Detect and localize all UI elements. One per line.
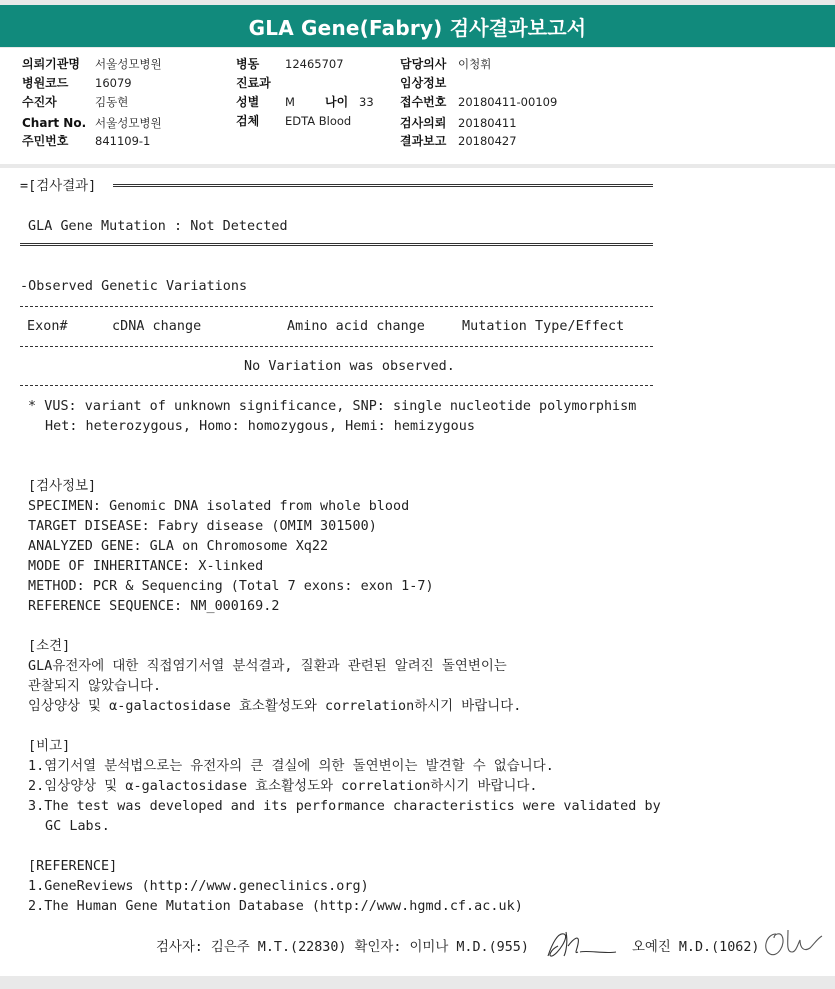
info-value: 이청휘 xyxy=(458,57,492,71)
opinion-header: [소견] xyxy=(28,639,71,654)
info-value: 16079 xyxy=(95,76,132,90)
info-row-department xyxy=(236,74,285,92)
patient-info-header xyxy=(0,48,835,164)
divider xyxy=(20,385,653,386)
info-value: 20180411 xyxy=(458,116,517,130)
signature-2-image xyxy=(758,922,828,962)
info-label-age: 나이 xyxy=(325,95,349,109)
info-label: 검체 xyxy=(236,114,260,128)
signature-line xyxy=(0,936,835,960)
info-row-doctor xyxy=(400,55,491,73)
info-label: 담당의사 xyxy=(400,57,447,71)
col-header-cdna: cDNA change xyxy=(112,319,202,334)
info-label: Chart No. xyxy=(22,116,87,130)
method-line: METHOD: PCR & Sequencing (Total 7 exons: exon 1-7) xyxy=(28,579,434,594)
col-header-amino: Amino acid change xyxy=(287,319,425,334)
analyzed-gene-line: ANALYZED GENE: GLA on Chromosome Xq22 xyxy=(28,539,329,554)
signature-1-image xyxy=(544,924,624,964)
info-label: 결과보고 xyxy=(400,134,447,148)
gene-mutation-result: GLA Gene Mutation : Not Detected xyxy=(28,219,288,234)
doctor2-text: 오예진 M.D.(1062) xyxy=(632,940,760,955)
info-label: 주민번호 xyxy=(22,134,69,148)
info-label: 진료과 xyxy=(236,76,271,90)
info-value: 김동현 xyxy=(95,95,129,109)
info-label: 의뢰기관명 xyxy=(22,57,80,71)
reference-header: [REFERENCE] xyxy=(28,859,118,874)
inheritance-line: MODE OF INHERITANCE: X-linked xyxy=(28,559,264,574)
info-value: 서울성모병원 xyxy=(95,116,162,130)
info-value: 20180427 xyxy=(458,134,517,148)
result-header: =[검사결과] xyxy=(20,179,97,194)
info-value: 서울성모병원 xyxy=(95,57,162,71)
info-value: 12465707 xyxy=(285,57,344,71)
info-row-resident-no xyxy=(22,132,150,150)
examiner-text: 검사자: 김은주 M.T.(22830) 확인자: 이미나 M.D.(955) xyxy=(156,940,529,955)
info-row-ward xyxy=(236,55,344,73)
info-label: 수진자 xyxy=(22,95,57,109)
info-row-clinical xyxy=(400,74,458,92)
divider xyxy=(113,184,653,187)
info-value: M xyxy=(285,95,295,109)
opinion-line-3: 임상양상 및 α-galactosidase 효소활성도와 correlation하시기 바랍니다. xyxy=(28,699,522,714)
remark-line-1: 1.염기서열 분석법으로는 유전자의 큰 결실에 의한 돌연변이는 발견할 수 없습니다. xyxy=(28,759,554,774)
info-row-specimen xyxy=(236,112,351,130)
remark-line-3-cont: GC Labs. xyxy=(45,819,110,834)
divider xyxy=(20,306,653,307)
divider xyxy=(20,346,653,347)
remark-line-3: 3.The test was developed and its performance characteristics were validated by xyxy=(28,799,661,814)
opinion-line-2: 관찰되지 않았습니다. xyxy=(28,679,162,694)
info-row-report-date xyxy=(400,132,517,150)
col-header-effect: Mutation Type/Effect xyxy=(462,319,625,334)
info-row-patient xyxy=(22,93,128,111)
info-row-chart-no xyxy=(22,114,162,132)
info-section-header: [검사정보] xyxy=(28,479,97,494)
remark-header: [비고] xyxy=(28,739,71,754)
info-row-institution xyxy=(22,55,162,73)
info-value: EDTA Blood xyxy=(285,114,352,128)
opinion-line-1: GLA유전자에 대한 직접염기서열 분석결과, 질환과 관련된 알려진 돌연변이는 xyxy=(28,659,507,674)
no-variation-text: No Variation was observed. xyxy=(244,359,455,374)
footer-band xyxy=(0,976,835,989)
note-line-2: Het: heterozygous, Homo: homozygous, Hemi: hemizygous xyxy=(45,419,475,434)
divider xyxy=(20,243,653,246)
info-value-age: 33 xyxy=(359,95,374,109)
observed-variations-title: -Observed Genetic Variations xyxy=(20,279,248,294)
reference-sequence-line: REFERENCE SEQUENCE: NM_000169.2 xyxy=(28,599,280,614)
col-header-exon: Exon# xyxy=(27,319,68,334)
info-label: 검사의뢰 xyxy=(400,116,447,130)
info-label: 성별 xyxy=(236,95,260,109)
info-row-sex xyxy=(236,93,374,111)
reference-line-1: 1.GeneReviews (http://www.geneclinics.org) xyxy=(28,879,369,894)
target-disease-line: TARGET DISEASE: Fabry disease (OMIM 301500) xyxy=(28,519,377,534)
info-value: 20180411-00109 xyxy=(458,95,558,109)
remark-line-2: 2.임상양상 및 α-galactosidase 효소활성도와 correlation하시기 바랍니다. xyxy=(28,779,538,794)
report-title: GLA Gene(Fabry) 검사결과보고서 xyxy=(0,5,835,47)
note-line-1: * VUS: variant of unknown significance, SNP: single nucleotide polymorphism xyxy=(28,399,637,414)
info-value: 841109-1 xyxy=(95,134,151,148)
info-row-receipt-no xyxy=(400,93,557,111)
reference-line-2: 2.The Human Gene Mutation Database (http://www.hgmd.cf.ac.uk) xyxy=(28,899,523,914)
info-label: 병동 xyxy=(236,57,260,71)
specimen-line: SPECIMEN: Genomic DNA isolated from whole blood xyxy=(28,499,410,514)
info-label: 임상정보 xyxy=(400,76,447,90)
info-row-request-date xyxy=(400,114,517,132)
info-label: 접수번호 xyxy=(400,95,447,109)
info-label: 병원코드 xyxy=(22,76,69,90)
info-row-hospital-code xyxy=(22,74,132,92)
